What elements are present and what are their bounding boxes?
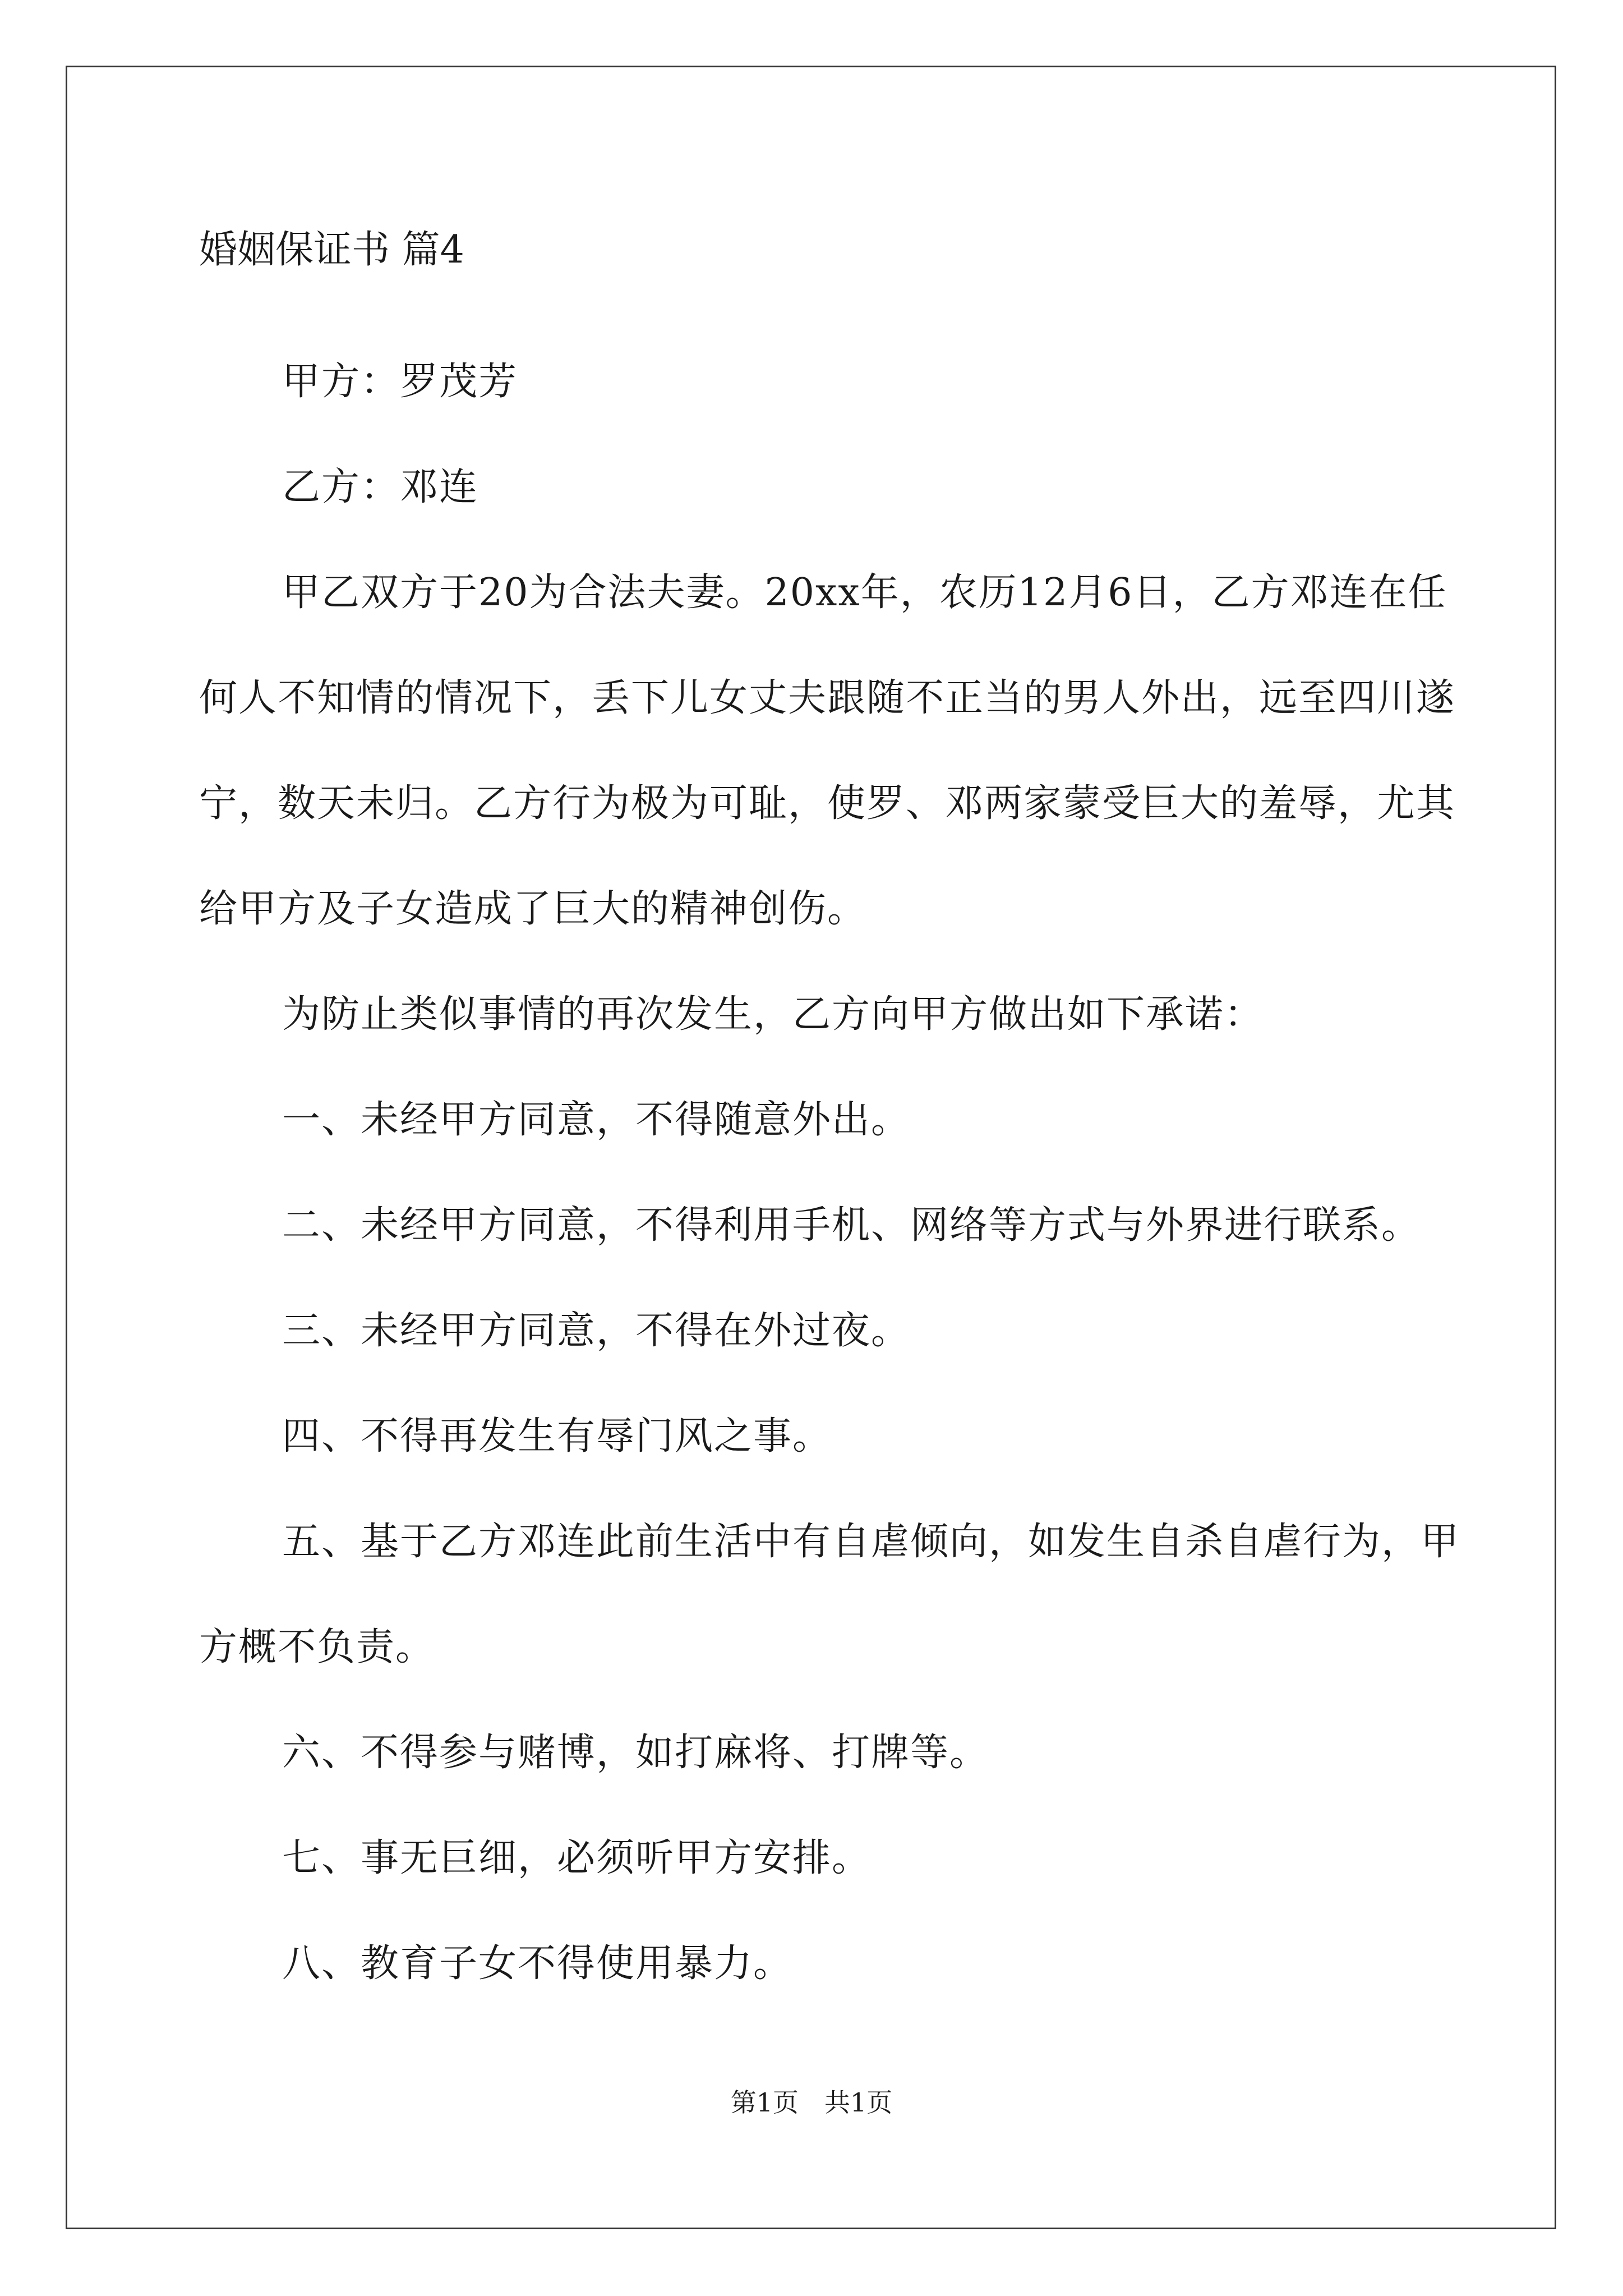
clause-8: 八、教育子女不得使用暴力。 xyxy=(282,1941,793,1986)
clause-1: 一、未经甲方同意，不得随意外出。 xyxy=(282,1098,911,1142)
promise-intro: 为防止类似事情的再次发生，乙方向甲方做出如下承诺： xyxy=(282,992,1264,1037)
clause-6: 六、不得参与赌博，如打麻将、打牌等。 xyxy=(282,1731,989,1775)
clause-4: 四、不得再发生有辱门风之事。 xyxy=(282,1414,832,1458)
clause-3: 三、未经甲方同意，不得在外过夜。 xyxy=(282,1309,911,1353)
background-paragraph: 甲乙双方于20为合法夫妻。20xx年，农历12月6日，乙方邓连在任何人不知情的情况下，丢下儿女丈夫跟随不正当的男人外出，远至四川遂宁，数天未归。乙方行为极为可耻，使罗、邓两家蒙受巨大的羞辱，尤其给甲方及子女造成了巨大的精神创伤。 xyxy=(199,570,1456,931)
page-footer: 第1页 共1页 xyxy=(730,2087,893,2118)
clause-2: 二、未经甲方同意，不得利用手机、网络等方式与外界进行联系。 xyxy=(282,1203,1421,1248)
document-body xyxy=(199,224,1483,2017)
document-title: 婚姻保证书 篇4 xyxy=(199,228,464,272)
party-b-line: 乙方：邓连 xyxy=(282,465,479,509)
clause-5: 五、基于乙方邓连此前生活中有自虐倾向，如发生自杀自虐行为，甲方概不负责。 xyxy=(199,1520,1460,1669)
clause-7: 七、事无巨细，必须听甲方安排。 xyxy=(282,1836,872,1880)
party-a-line: 甲方：罗茂芳 xyxy=(282,360,518,404)
